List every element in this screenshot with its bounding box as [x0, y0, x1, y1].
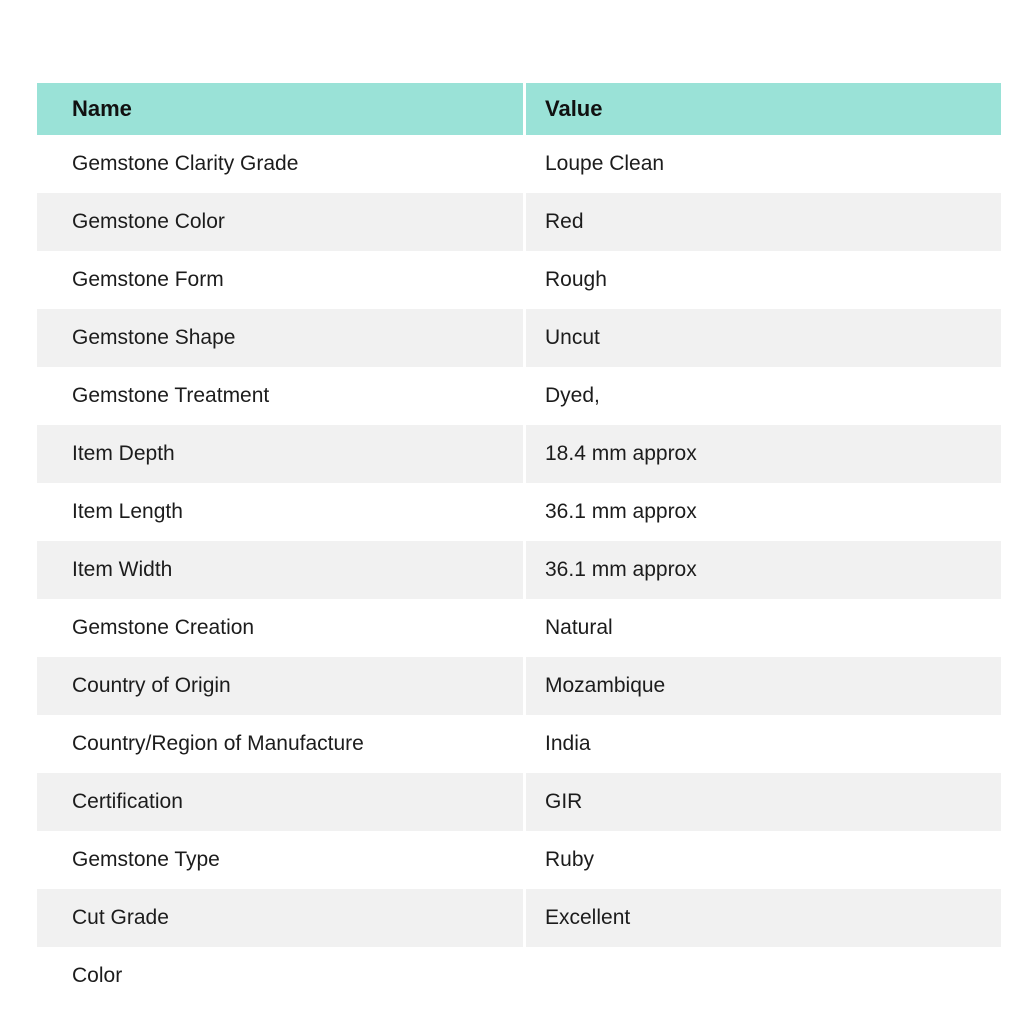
name-cell: Gemstone Type [37, 831, 523, 889]
name-cell: Cut Grade [37, 889, 523, 947]
name-cell: Gemstone Shape [37, 309, 523, 367]
name-cell: Item Depth [37, 425, 523, 483]
table-row [37, 657, 1001, 715]
table-row [37, 483, 1001, 541]
header-name-cell: Name [37, 83, 523, 135]
name-cell: Item Length [37, 483, 523, 541]
value-cell: Natural [526, 599, 1001, 657]
item-specifics-table [37, 83, 1001, 1005]
value-cell: Excellent [526, 889, 1001, 947]
name-cell: Color [37, 947, 523, 1005]
value-cell: GIR [526, 773, 1001, 831]
table-row [37, 309, 1001, 367]
value-cell: Loupe Clean [526, 135, 1001, 193]
value-cell: 18.4 mm approx [526, 425, 1001, 483]
name-cell: Item Width [37, 541, 523, 599]
name-cell: Gemstone Treatment [37, 367, 523, 425]
name-cell: Certification [37, 773, 523, 831]
table-row [37, 367, 1001, 425]
value-cell: 36.1 mm approx [526, 541, 1001, 599]
value-cell: Mozambique [526, 657, 1001, 715]
table-row [37, 541, 1001, 599]
table-row [37, 425, 1001, 483]
value-cell: Dyed, [526, 367, 1001, 425]
value-cell [526, 947, 1001, 1005]
name-cell: Gemstone Form [37, 251, 523, 309]
name-cell: Country/Region of Manufacture [37, 715, 523, 773]
name-cell: Gemstone Clarity Grade [37, 135, 523, 193]
value-cell: Rough [526, 251, 1001, 309]
value-cell: Uncut [526, 309, 1001, 367]
name-cell: Country of Origin [37, 657, 523, 715]
table-row [37, 193, 1001, 251]
value-cell: Ruby [526, 831, 1001, 889]
header-value-cell: Value [526, 83, 1001, 135]
table-row [37, 715, 1001, 773]
table-row [37, 773, 1001, 831]
table-header-row [37, 83, 1001, 135]
value-cell: 36.1 mm approx [526, 483, 1001, 541]
value-cell: India [526, 715, 1001, 773]
table-row [37, 947, 1001, 1005]
table-row [37, 135, 1001, 193]
name-cell: Gemstone Creation [37, 599, 523, 657]
name-cell: Gemstone Color [37, 193, 523, 251]
value-cell: Red [526, 193, 1001, 251]
table-row [37, 599, 1001, 657]
table-row [37, 251, 1001, 309]
table-row [37, 889, 1001, 947]
table-row [37, 831, 1001, 889]
